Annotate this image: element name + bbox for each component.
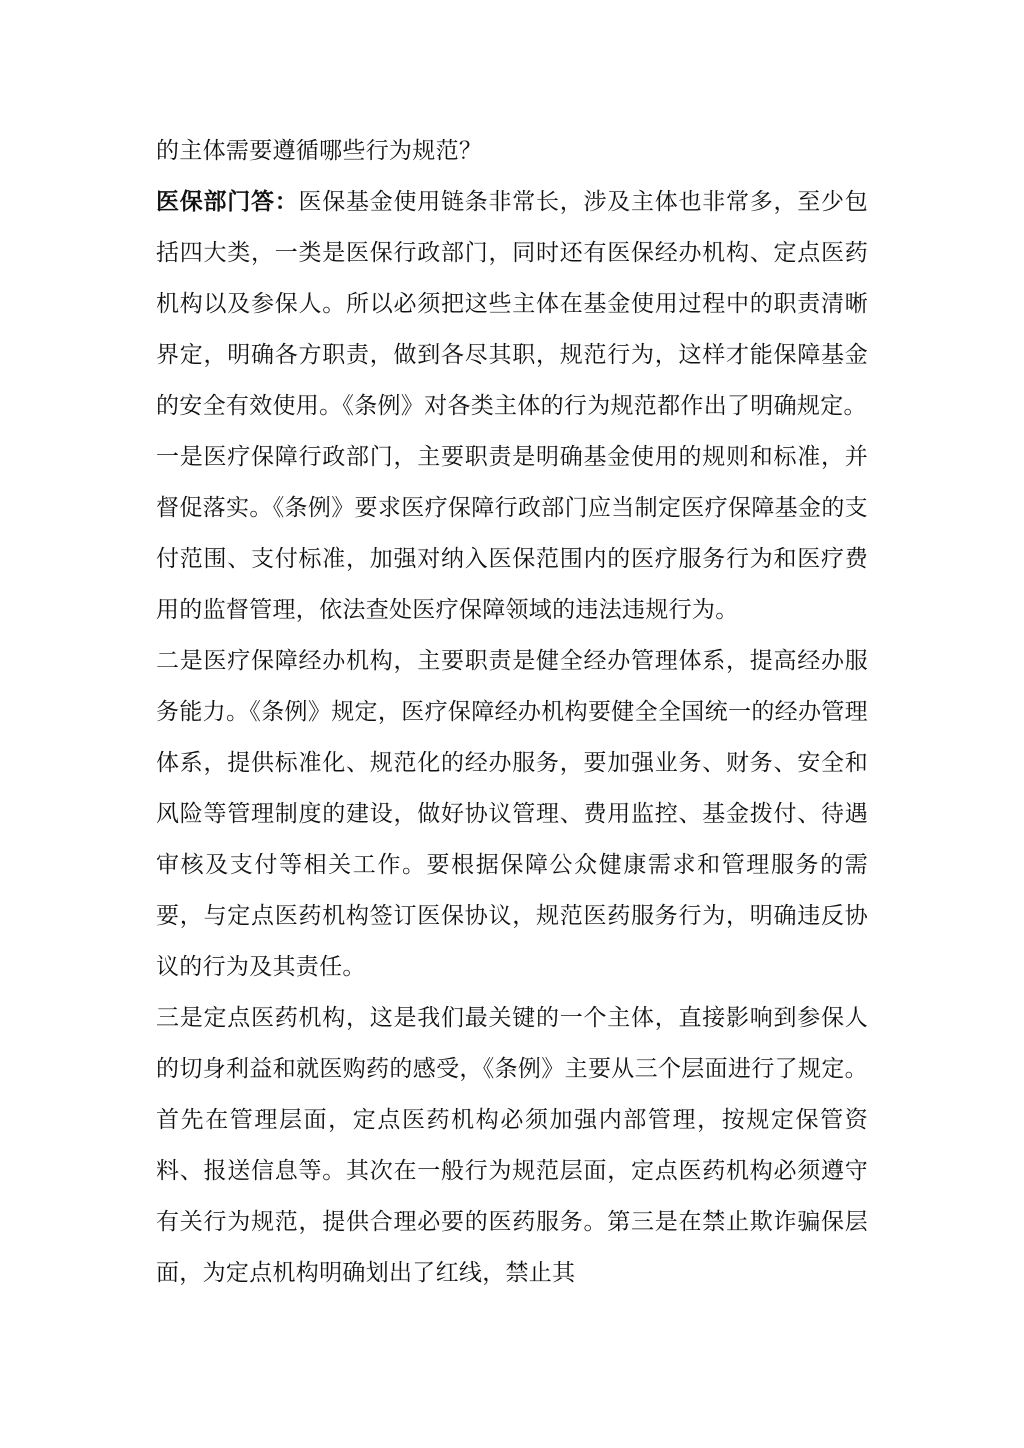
paragraph-text: 一是医疗保障行政部门，主要职责是明确基金使用的规则和标准，并督促落实。《条例》要求医疗保障行政部门应当制定医疗保障基金的支付范围、支付标准，加强对纳入医保范围内的医疗服务行为和医疗费用的监督管理，依法查处医疗保障领域的违法违规行为。 [156,444,868,623]
paragraph-text: 医保基金使用链条非常长，涉及主体也非常多，至少包括四大类，一类是医保行政部门，同时还有医保经办机构、定点医药机构以及参保人。所以必须把这些主体在基金使用过程中的职责清晰界定，明确各方职责，做到各尽其职，规范行为，这样才能保障基金的安全有效使用。《条例》对各类主体的行为规范都作出了明确规定。 [156,189,868,419]
paragraph-admin-department [156,432,868,636]
paragraph-text: 的主体需要遵循哪些行为规范？ [156,138,483,164]
paragraph-answer-intro [156,177,868,432]
paragraph-designated-institutions [156,993,868,1299]
paragraph-agency [156,636,868,993]
answer-label: 医保部门答： [156,189,299,215]
paragraph-text: 二是医疗保障经办机构，主要职责是健全经办管理体系，提高经办服务能力。《条例》规定，医疗保障经办机构要健全全国统一的经办管理体系，提供标准化、规范化的经办服务，要加强业务、财务、安全和风险等管理制度的建设，做好协议管理、费用监控、基金拨付、待遇审核及支付等相关工作。要根据保障公众健康需求和管理服务的需要，与定点医药机构签订医保协议，规范医药服务行为，明确违反协议的行为及其责任。 [156,648,868,980]
paragraph-question-tail [156,126,868,177]
document-page [156,126,868,1299]
paragraph-text: 三是定点医药机构，这是我们最关键的一个主体，直接影响到参保人的切身利益和就医购药的感受，《条例》主要从三个层面进行了规定。首先在管理层面，定点医药机构必须加强内部管理，按规定保管资料、报送信息等。其次在一般行为规范层面，定点医药机构必须遵守有关行为规范，提供合理必要的医药服务。第三是在禁止欺诈骗保层面，为定点机构明确划出了红线，禁止其 [156,1005,868,1286]
